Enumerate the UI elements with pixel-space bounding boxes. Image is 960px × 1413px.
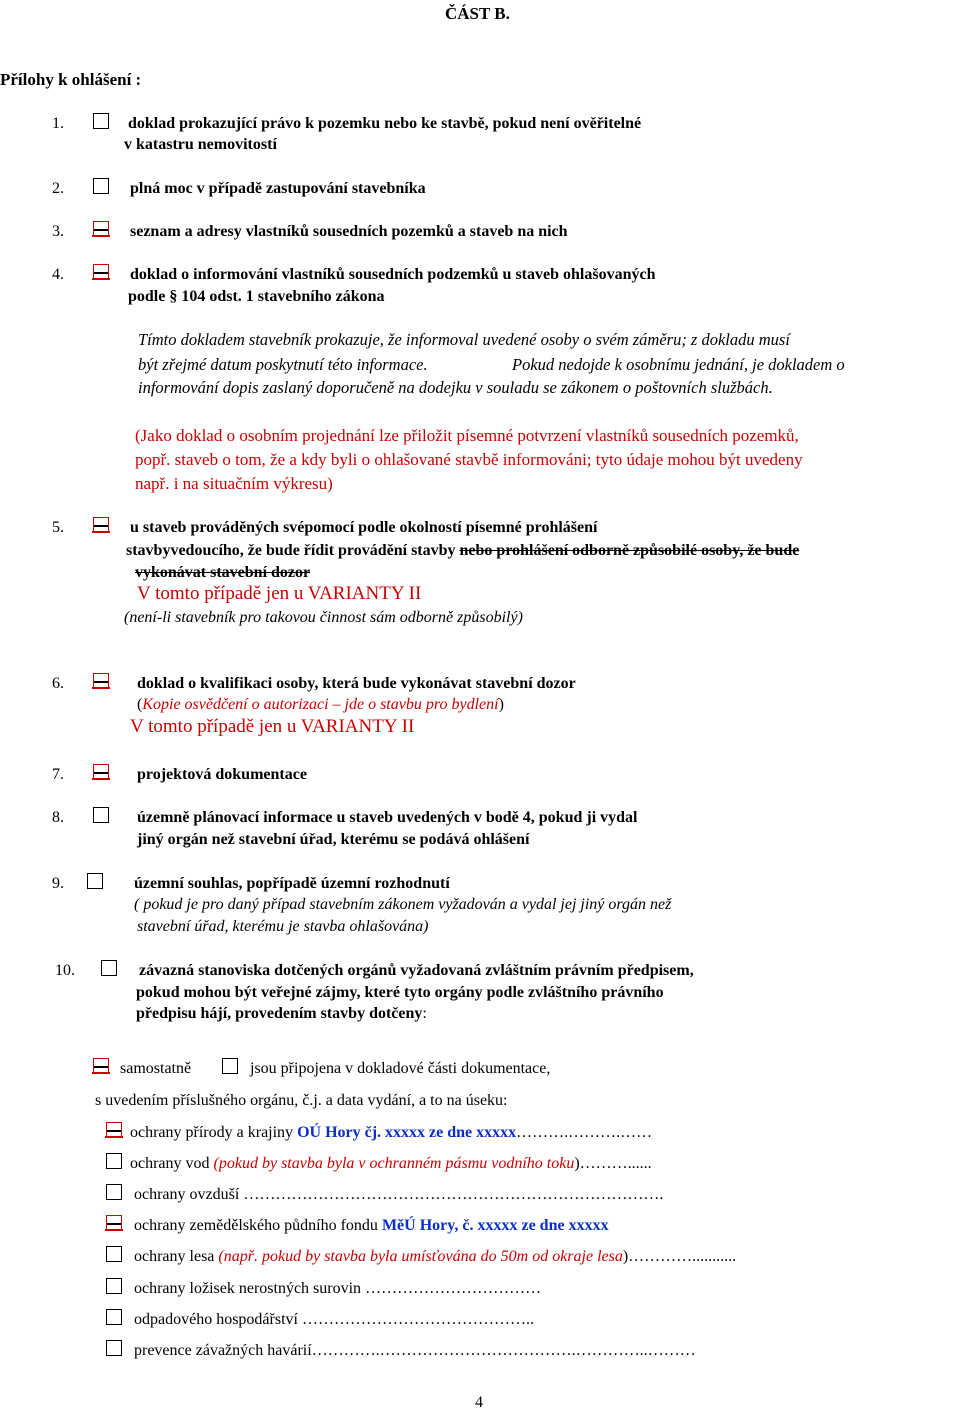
item-note: ( pokud je pro daný případ stavebním zákonem vyžadován a vydal jej jiný orgán než bbox=[134, 896, 672, 913]
section-dots: ……………………………………………………………………. bbox=[243, 1186, 664, 1203]
item-text bbox=[126, 541, 799, 560]
item-note: popř. staveb o tom, že a kdy byli o ohlašované stavbě informováni; tyto údaje mohou být uvedeny bbox=[135, 450, 803, 469]
section-label: odpadového hospodářství bbox=[134, 1311, 302, 1328]
section-dots: …………………………………….. bbox=[301, 1311, 534, 1328]
section-label: ochrany vod bbox=[130, 1155, 214, 1172]
checkbox[interactable] bbox=[106, 1184, 122, 1200]
section-row bbox=[134, 1185, 663, 1204]
section-label: ochrany přírody a krajiny bbox=[130, 1124, 298, 1141]
section-row bbox=[130, 1154, 652, 1173]
checkbox-checked[interactable] bbox=[93, 221, 109, 237]
section-dots: …………………………… bbox=[365, 1280, 542, 1297]
item-number: 9. bbox=[52, 875, 64, 892]
section-label: ochrany lesa bbox=[134, 1248, 219, 1265]
item-number: 3. bbox=[52, 223, 64, 240]
item-text-struck: nebo prohlášení odborně způsobilé osoby, že bude bbox=[459, 542, 800, 559]
page-title: ČÁST B. bbox=[445, 4, 510, 23]
section-label: ochrany zemědělského půdního fondu bbox=[134, 1217, 382, 1234]
checkbox-checked[interactable] bbox=[106, 1122, 122, 1138]
item-number: 8. bbox=[52, 809, 64, 826]
section-label: ochrany ložisek nerostných surovin bbox=[134, 1280, 366, 1297]
checkbox-checked[interactable] bbox=[93, 264, 109, 280]
checkbox-checked[interactable] bbox=[106, 1215, 122, 1231]
item-note: stavební úřad, kterému je stavba ohlašována) bbox=[137, 918, 429, 935]
item-text bbox=[136, 1004, 427, 1023]
checkbox[interactable] bbox=[222, 1058, 238, 1074]
item-description: Pokud nedojde k osobnímu jednání, je dokladem o bbox=[512, 355, 845, 374]
item-text: doklad prokazující právo k pozemku nebo ke stavbě, pokud není ověřitelné bbox=[128, 115, 642, 132]
section-note: (pokud by stavba byla v ochranném pásmu vodního toku bbox=[213, 1155, 575, 1172]
section-row bbox=[130, 1123, 652, 1142]
item-number: 1. bbox=[52, 115, 64, 132]
instruction-text: s uvedením příslušného orgánu, č.j. a data vydání, a to na úseku: bbox=[95, 1092, 508, 1109]
item-description: Tímto dokladem stavebník prokazuje, že informoval uvedené osoby o svém záměru; z dokladu musí bbox=[138, 330, 790, 349]
item-text: pokud mohou být veřejné zájmy, které tyto orgány podle zvláštního právního bbox=[136, 984, 664, 1001]
page-number: 4 bbox=[475, 1394, 483, 1411]
checkbox[interactable] bbox=[106, 1278, 122, 1294]
item-text: doklad o kvalifikaci osoby, která bude vykonávat stavební dozor bbox=[137, 675, 576, 692]
section-dots: )………...... bbox=[574, 1155, 652, 1172]
item-text: doklad o informování vlastníků sousedních podzemků u staveb ohlašovaných bbox=[130, 266, 656, 283]
checkbox-checked[interactable] bbox=[93, 1058, 109, 1074]
checkbox-checked[interactable] bbox=[93, 673, 109, 689]
item-number: 4. bbox=[52, 266, 64, 283]
item-text: jiný orgán než stavební úřad, kterému se podává ohlášení bbox=[137, 831, 530, 848]
item-text: v katastru nemovitostí bbox=[124, 136, 277, 153]
item-note-text: Kopie osvědčení o autorizaci – jde o stavbu pro bydlení bbox=[142, 696, 499, 713]
section-dots: )…………........... bbox=[622, 1248, 737, 1265]
checkbox[interactable] bbox=[93, 178, 109, 194]
section-dots: ……….……….…… bbox=[516, 1124, 653, 1141]
section-value: OÚ Hory čj. xxxxx ze dne xxxxx bbox=[297, 1124, 517, 1141]
checkbox-checked[interactable] bbox=[93, 517, 109, 533]
item-text-part: stavbyvedoucího, že bude řídit provádění stavby bbox=[126, 542, 460, 559]
item-text: podle § 104 odst. 1 stavebního zákona bbox=[128, 288, 385, 305]
checkbox[interactable] bbox=[93, 113, 109, 129]
section-dots: ………….……………………………….…………..……… bbox=[311, 1342, 696, 1359]
checkbox[interactable] bbox=[106, 1153, 122, 1169]
item-number: 10. bbox=[55, 962, 75, 979]
item-note bbox=[137, 695, 504, 714]
item-text: plná moc v případě zastupování stavebníka bbox=[130, 180, 426, 197]
item-description: informování dopis zaslaný doporučeně na dodejku v souladu se zákonem o poštovních službách. bbox=[138, 378, 773, 397]
item-text: územní souhlas, popřípadě územní rozhodnutí bbox=[134, 875, 450, 892]
item-text: seznam a adresy vlastníků sousedních pozemků a staveb na nich bbox=[130, 223, 568, 240]
item-note: (Jako doklad o osobním projednání lze přiložit písemné potvrzení vlastníků sousedních pozemků, bbox=[135, 426, 799, 445]
variant-note: V tomto případě jen u VARIANTY II bbox=[137, 583, 422, 604]
item-text: projektová dokumentace bbox=[137, 766, 307, 783]
item-number: 6. bbox=[52, 675, 64, 692]
item-note: (není-li stavebník pro takovou činnost sám odborně způsobilý) bbox=[124, 609, 523, 626]
checkbox[interactable] bbox=[106, 1246, 122, 1262]
checkbox-checked[interactable] bbox=[93, 764, 109, 780]
paren: ) bbox=[498, 696, 504, 713]
checkbox[interactable] bbox=[101, 960, 117, 976]
item-text-part: předpisu hájí, provedením stavby dotčeny bbox=[136, 1005, 423, 1022]
item-number: 5. bbox=[52, 519, 64, 536]
item-number: 7. bbox=[52, 766, 64, 783]
section-row bbox=[134, 1310, 534, 1329]
section-note: (např. pokud by stavba byla umísťována do 50m od okraje lesa bbox=[218, 1248, 623, 1265]
item-text: závazná stanoviska dotčených orgánů vyžadovaná zvláštním právním předpisem, bbox=[139, 962, 694, 979]
section-label: prevence závažných havárií bbox=[134, 1342, 312, 1359]
item-text-struck: vykonávat stavební dozor bbox=[135, 564, 311, 581]
checkbox[interactable] bbox=[93, 807, 109, 823]
section-title: Přílohy k ohlášení : bbox=[0, 70, 142, 89]
checkbox[interactable] bbox=[106, 1340, 122, 1356]
item-number: 2. bbox=[52, 180, 64, 197]
checkbox[interactable] bbox=[87, 873, 103, 889]
section-row bbox=[134, 1247, 736, 1266]
paren: ( bbox=[137, 696, 143, 713]
section-row bbox=[134, 1216, 609, 1235]
section-row bbox=[134, 1279, 541, 1298]
item-text: u staveb prováděných svépomocí podle okolností písemné prohlášení bbox=[130, 519, 598, 536]
variant-note: V tomto případě jen u VARIANTY II bbox=[130, 716, 415, 737]
option-label: jsou připojena v dokladové části dokumentace, bbox=[250, 1060, 551, 1077]
section-row bbox=[134, 1341, 696, 1360]
item-text: územně plánovací informace u staveb uvedených v bodě 4, pokud ji vydal bbox=[137, 809, 638, 826]
checkbox[interactable] bbox=[106, 1309, 122, 1325]
colon: : bbox=[422, 1005, 427, 1022]
section-value: MěÚ Hory, č. xxxxx ze dne xxxxx bbox=[381, 1217, 609, 1234]
item-description: být zřejmé datum poskytnutí této informace. bbox=[138, 355, 428, 374]
option-label: samostatně bbox=[120, 1060, 192, 1077]
item-note: např. i na situačním výkresu) bbox=[135, 474, 333, 493]
section-label: ochrany ovzduší bbox=[134, 1186, 244, 1203]
